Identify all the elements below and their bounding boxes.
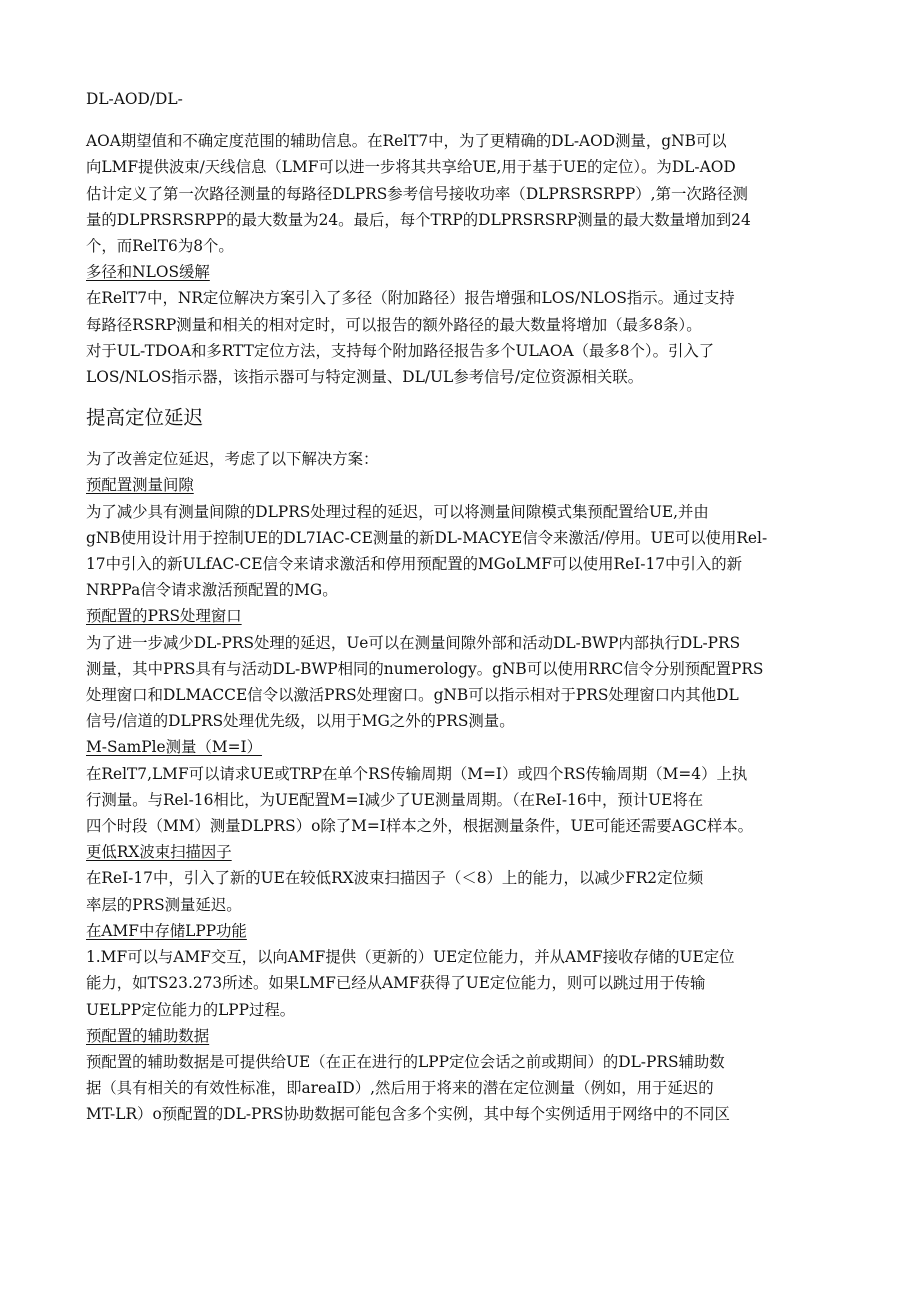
paragraph-line: 在RelT7中，NR定位解决方案引入了多径（附加路径）报告增强和LOS/NLOS指示。通过支持 — [86, 289, 735, 308]
paragraph-line: 量的DLPRSRSRPP的最大数量为24。最后，每个TRP的DLPRSRSRP测量的最大数量增加到24 — [86, 210, 751, 229]
paragraph-line: 在RelT7,LMF可以请求UE或TRP在单个RS传输周期（M=I）或四个RS传输周期（M=4）上执 — [86, 764, 748, 783]
paragraph-line: LOS/NLOS指示器，该指示器可与特定测量、DL/UL参考信号/定位资源相关联。 — [86, 368, 644, 387]
paragraph-line: 为了减少具有测量间隙的DLPRS处理过程的延迟，可以将测量间隙模式集预配置给UE,并由 — [86, 502, 709, 521]
paragraph-line: 1.MF可以与AMF交互，以向AMF提供（更新的）UE定位能力，并从AMF接收存储的UE定位 — [86, 948, 735, 967]
subsection-rx-sweep — [86, 839, 836, 918]
paragraph-line: 信号/信道的DLPRS处理优先级，以用于MG之外的PRS测量。 — [86, 712, 515, 731]
multipath-section — [86, 259, 836, 390]
subsection-title: 更低RX波束扫描因子 — [86, 843, 232, 862]
subsection-preconfigured-assistance — [86, 1023, 836, 1128]
paragraph-line: 四个时段（MM）测量DLPRS）o除了M=I样本之外，根据测量条件，UE可能还需要AGC样本。 — [86, 817, 754, 836]
paragraph-line: 能力，如TS23.273所述。如果LMF已经从AMF获得了UE定位能力，则可以跳过用于传输 — [86, 974, 706, 993]
subsection-title: 预配置的PRS处理窗口 — [86, 607, 242, 626]
paragraph-line: 为了进一步减少DL-PRS处理的延迟，Ue可以在测量间隙外部和活动DL-BWP内部执行DL-PRS — [86, 633, 741, 652]
paragraph-line: MT-LR）o预配置的DL-PRS协助数据可能包含多个实例，其中每个实例适用于网络中的不同区 — [86, 1105, 730, 1124]
subsection-title: M-SamPle测量（M=I） — [86, 738, 262, 757]
subsection-title: 在AMF中存储LPP功能 — [86, 921, 247, 940]
paragraph-line: 估计定义了第一次路径测量的每路径DLPRS参考信号接收功率（DLPRSRSRPP）,第一次路径测 — [86, 184, 748, 203]
paragraph-line: 向LMF提供波束/天线信息（LMF可以进一步将其共享给UE,用于基于UE的定位）。为DL-AOD — [86, 158, 736, 177]
paragraph-line: 测量，其中PRS具有与活动DL-BWP相同的numerology。gNB可以使用RRC信令分别预配置PRS — [86, 659, 764, 678]
paragraph-line: 在ReI-17中，引入了新的UE在较低RX波束扫描因子（＜8）上的能力，以减少FR2定位频 — [86, 869, 704, 888]
paragraph-line: 个，而RelT6为8个。 — [86, 237, 234, 256]
paragraph-line: NRPPa信令请求激活预配置的MG。 — [86, 581, 338, 600]
paragraph-line: 预配置的辅助数据是可提供给UE（在正在进行的LPP定位会话之前或期间）的DL-PRS辅助数 — [86, 1052, 725, 1071]
subsection-amf-lpp — [86, 918, 836, 1023]
section-heading: 提高定位延迟 — [86, 406, 204, 430]
intro-fragment: DL-AOD/DL- — [86, 90, 183, 108]
subsection-title: 多径和NLOS缓解 — [86, 263, 210, 282]
paragraph-line: 据（具有相关的有效性标准，即areaID）,然后用于将来的潜在定位测量（例如，用于延迟的 — [86, 1079, 714, 1098]
subsection-prs-window — [86, 603, 836, 734]
paragraph-line: 率层的PRS测量延迟。 — [86, 895, 242, 914]
paragraph-line: gNB使用设计用于控制UE的DL7IAC-CE测量的新DL-MACYE信令来激活/停用。UE可以使用Rel- — [86, 528, 768, 547]
section-intro: 为了改善定位延迟，考虑了以下解决方案： — [86, 450, 379, 469]
subsection-title: 预配置测量间隙 — [86, 476, 194, 495]
subsection-measurement-gap — [86, 472, 836, 603]
paragraph-line: 每路径RSRP测量和相关的相对定时，可以报告的额外路径的最大数量将增加（最多8条）。 — [86, 315, 702, 334]
paragraph-line: 17中引入的新ULfAC-CE信令来请求激活和停用预配置的MGoLMF可以使用ReI-17中引入的新 — [86, 555, 743, 574]
subsection-title: 预配置的辅助数据 — [86, 1026, 210, 1045]
paragraph-line: 行测量。与Rel-16相比，为UE配置M=I减少了UE测量周期。（在ReI-16中，预计UE将在 — [86, 790, 704, 809]
paragraph-line: AOA期望值和不确定度范围的辅助信息。在RelT7中，为了更精确的DL-AOD测量，gNB可以 — [86, 132, 727, 151]
paragraph-line: 处理窗口和DLMACCE信令以激活PRS处理窗口。gNB可以指示相对于PRS处理窗口内其他DL — [86, 686, 739, 705]
paragraph-line: UELPP定位能力的LPP过程。 — [86, 1000, 296, 1019]
subsection-m-sample — [86, 734, 836, 839]
paragraph-line: 对于UL-TDOA和多RTT定位方法，支持每个附加路径报告多个ULAOA（最多8个）。引入了 — [86, 341, 715, 360]
aoa-paragraph — [86, 128, 836, 259]
